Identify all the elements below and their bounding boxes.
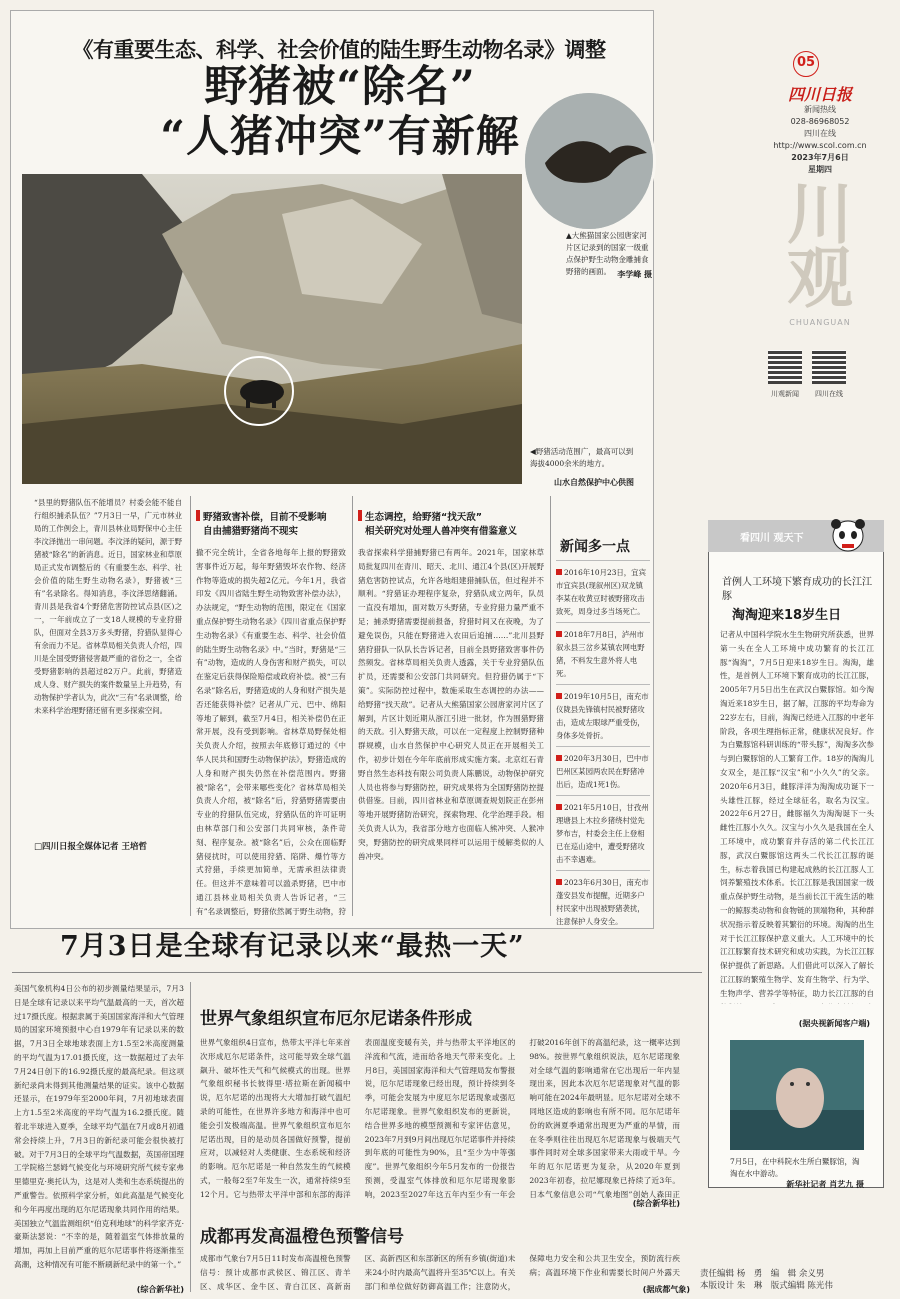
digest-item-text: 2018年7月8日，泸州市叙永县三岔乡某镇农网电野猪，不料发生意外将人电死。 — [556, 630, 645, 678]
heat-story-source: (综合新华社) — [136, 1285, 184, 1294]
eagle-credit: 李学峰 摄 — [617, 269, 652, 279]
section-title: 川观 — [787, 175, 853, 317]
digest-item — [556, 870, 650, 928]
masthead-info — [770, 104, 870, 176]
panda-icon — [826, 514, 870, 554]
heat-story-text: 美国气象机构4日公布的初步测量结果显示，7月3日是全球有记录以来平均气温最高的一天，首次超过17摄氏度。根据隶属于美国国家海洋和大气管理局的国家环境预报中心自1979年有记录以来的数据，7月3日全球地球表面上方1.5至2米高度测量的平均气温为17.01摄氏度，这一数据超过了去年7月24日创下的16.92摄氏度的最高纪录。但这项新纪录尚未得到其他测量结果的证实。该中心数据还显示，在1979年至2000年间，7月初地球表面上方1.5至2米高度的平均气温为16.2摄氏度。随着北半球进入夏季，全球平均气温在7月或8月初通常会持续上升，7月3日的新纪录可能会很快被打破。对于7月3日的全球平均气温数据，英国帝国理工学院格兰瑟姆气候变化与环境研究所气候专家弗里德里克·奥托认为，这是对人类和生态系统提出的严重警告。依照科学家分析，如此高温是气候变化和今年再度出现的厄尔尼诺现象共同作用的结果。美国独立气温监测组织“伯克利地球”的科学家齐克·豪斯法瑟说：“不幸的是，随着温室气体排放量的增加，再加上目前严重的厄尔尼诺事件将逐渐推至高潮，这种情况有可能不断刷新纪录中的第一个。” — [14, 984, 184, 1269]
hotline-number: 028-86968052 — [790, 117, 850, 126]
section-pinyin: CHUANGUAN — [789, 318, 851, 327]
digest-item-text: 2020年3月30日，巴中市巴州区某园两农民在野猪冲出后，造成1死1伤。 — [556, 754, 649, 789]
boar-photo — [22, 174, 522, 484]
sidebar-banner-text: 看四川 观天下 — [740, 533, 804, 544]
bullet-icon — [556, 755, 562, 761]
bullet-icon — [556, 569, 562, 575]
lead-intro: “县里的野猪队伍不能增员？村委会能不能自行组织捕杀队伍？”7月3日一早，广元市林业局的工作例会上，青川县林业局野保中心主任李汶泽抛出一串问题。李汶泽的疑问，源于野猪被“除名”的新消息。近日，国家林业和草原局正式发布调整后的《有重要生态、科学、社会价值的陆生野生动物名录》，野猪被“三有”名录除名。得知消息，李汶泽思绪翻涌。青川县是我省4个野猪危害防控试点县(区)之一，一年前成立了一支18人规模的专业狩猎队，但面对全县3万多头野猪，狩猎队显得心有余而力不足。省林草局相关负责人介绍，四川是全国受野猪侵害最严重的省份之一，全省受野猪影响的县超过82万户。此前，野猪造成人身、财产损失的案件数量呈上升趋势，有动物保护学者认为，此次“三有”名录调整，给未来科学治理野猪还留有更多探索空间。 — [34, 498, 182, 715]
digest-title: 新闻多一点 — [560, 539, 630, 555]
headline-line-2: “人猪冲突”有新解 — [160, 112, 520, 162]
sidebar-photo-credit: 新华社记者 肖艺九 摄 — [786, 1179, 864, 1189]
sidebar-kicker: 首例人工环境下繁育成功的长江江豚 — [722, 577, 872, 602]
credit-line-2: 本版设计 朱 琳 版式编辑 陈光伟 — [700, 1281, 833, 1291]
qr-label-1: 川观新闻 — [771, 390, 799, 398]
online-label: 四川在线 — [804, 129, 836, 138]
digest-item — [556, 622, 650, 680]
qr-label-2: 四川在线 — [815, 390, 843, 398]
chengdu-source: (据成都气象) — [642, 1285, 690, 1294]
paper-name: 四川日报 — [787, 85, 852, 104]
editor-credits — [700, 1268, 900, 1292]
chengdu-text: 成都市气象台7月5日11时发布高温橙色预警信号：预计成都市武侯区、锦江区、青羊区、成华区、金牛区、青白江区、高新南区、高新西区和东部新区的所有乡镇(街道)未来24小时内最高气温将升至35℃以上。有关部门和单位做好防御高温工作；注意防火，保障电力安全和公共卫生安全，预防流行疾病；高温环境下作业和需要长时间户外露天 — [200, 1254, 680, 1291]
col2-subhead-line2: 自由捕猎野猪尚不现实 — [203, 526, 299, 537]
digest-list — [556, 560, 650, 932]
col3-text: 我省探索科学猎捕野猪已有两年。2021年，国家林草局批复四川在青川、昭天、北川、通江4个县(区)开展野猪危害防控试点，允许各地组建猎捕队伍，但过程并不顺利。“狩猎证办理程序复杂，狩猎队成立两年，队员一直没有增加，面对数万头野猪，专业狩猎力量严重不足；捕杀野猪需要提前报备，狩猎时间又在夜晚，为了避免误伤，只能在野猪进入农田后追捕……”北川县野猪狩猎队一队队长告诉记者，目前全县野猪致害事件仍然频发。省林草局相关负责人透露，关于专业狩猎队伍扩员，还需要和公安部门共同研究。但狩猎仍属于“下策”。实际防控过程中，数施采取生态调控的办法——给野猪“找天敌”。记者从大熊猫国家公园唐家河片区了解到，片区计划近期从浙江引进一批豺，作为围猎野猪的天敌。引入野猪天敌，可以在一定程度上控制野猪种群规模，山水自然保护中心研究人员正在开展相关工作，初步计划在今年年底前形成实施方案。北京红石青野自然生态科技有限公司负责人陈鹏说，动物保护研究人员也将参与野猪防控，研究成果将为全国野猪防控提供借鉴。目前，四川省林业和草原调查规划院正在彭州等地开展野猪防治研究，探索物理、化学治理手段。相关负责人认为，我省部分地方也面临人熊冲突、人猴冲突，野猪防控的研究成果同样可以运用于缓解类似的人兽冲突。 — [358, 548, 544, 861]
boar-credit: 山水自然保护中心供图 — [554, 477, 634, 487]
col2-text: 撤不完全统计，全省各地每年上报的野猪致害事件近万起，每年野猪毁坏农作物、经济作物等造成的损失超2亿元。今年1月，我省印发《四川省陆生野生动物致害补偿办法》，办法规定，“野生动物的范围，限定在《国家重点保护野生动物名录》《四川省重点保护野生动物名录》《有重要生态、科学、社会价值的陆生野生动物名录》中。”当时，野猪是“三有”动物，造成的人身伤害和财产损失，可以在鉴定后获得保险赔偿或政府补偿。被“三有名录”除名后，野猪造成的人身和财产损失是否还能获得补偿？记者从广元、巴中、绵阳等地了解到，截至7月4日，相关补偿仍在正常开展，没有受到影响。省林草局野保处相关负责人介绍，按照去年底修订通过的《中华人民共和国野生动物保护法》，野猪造成的人身和财产损失仍然在补偿范围内。野猪被“除名”，会带来哪些变化？省林草局相关负责人介绍，被“除名”后，狩猎野猪需要由专业的狩猎队伍完成，狩猎队伍的许可证明由林草部门和公安部门共同审核，条件苛刻、程序复杂。被“除名”后，公众在面临野猪侵扰时，可以使用狩猎、陷阱、爆竹等方式狩猎，手续更加简单，无需承担法律责任。但这并不意味着可以滥杀野猪，巴中市通江县林业局相关负责人告诉记者，“三有”名录调整后，野猪依然属于野生动物，狩 — [196, 548, 346, 916]
wmo-source: (综合新华社) — [632, 1199, 680, 1208]
issue-date: 2023年7月6日 — [791, 153, 849, 162]
qr-code-icon — [768, 350, 802, 384]
digest-item — [556, 746, 650, 791]
sidebar-photo-caption: 7月5日，在中科院水生所白鱀豚馆，淘淘在水中游动。 — [730, 1157, 860, 1178]
digest-item-text: 2016年10月23日，宜宾市宜宾县(现叙州区)双龙镇李某在收黄豆时被野猪攻击致死，周身过多当场死亡。 — [556, 568, 646, 616]
bullet-icon — [556, 631, 562, 637]
bullet-icon — [556, 804, 562, 810]
section-divider — [12, 972, 702, 973]
bullet-icon — [556, 693, 562, 699]
col3-subhead-line2: 相关研究对处理人兽冲突有借鉴意义 — [365, 526, 518, 537]
wmo-text-columns — [200, 1036, 680, 1210]
hotline-label: 新闻热线 — [804, 105, 836, 114]
digest-item-text: 2023年6月30日，南充市蓬安县发布提醒，近期多户村民家中出现被野猪袭扰，注意保护人身安全。 — [556, 878, 649, 926]
eagle-caption: ▲大熊猫国家公园唐家河片区记录到的国家一级重点保护野生动物金雕捕食野猪的画面。 — [566, 231, 649, 276]
column-rule — [190, 982, 191, 1292]
issue-weekday: 星期四 — [808, 165, 832, 174]
lead-byline: □四川日报全媒体记者 王培哲 — [34, 842, 147, 852]
lead-kicker: 《有重要生态、科学、社会价值的陆生野生动物名录》调整 — [72, 37, 606, 62]
col2-subhead — [196, 510, 346, 539]
digest-item-text: 2019年10月5日，南充市仪陇县先锋镇村民被野猪攻击，造成左眼球严重受伤，身体多处骨折。 — [556, 692, 649, 740]
wmo-text: 世界气象组织4日宣布，热带太平洋七年来首次形成厄尔尼诺条件，这可能导致全球气温飙升、破坏性天气和气候模式的出现。世界气象组织秘书长彼得里·塔拉斯在新闻稿中说，厄尔尼诺的出现将大大增加打破气温纪录的可能性，在世界许多地方和海洋中也可能会引发极端高温。世界气象组织宣布厄尔尼诺出现，目的是动员各国做好预警，提前应对，以减轻对人类健康、生态系统和经济的影响。厄尔尼诺是一种自然发生的气候模式，一般每2至7年发生一次，通常持续9至12个月。它与热带太平洋中部和东部的海洋表面温度变暖有关，并与热带太平洋地区的洋流和气流，进而给各地天气带来变化。上月8日，美国国家海洋和大气管理局发布警报说，厄尔尼诺现象已经出现，预计持续到冬季，可能会发展为中度厄尔尼诺现象或强厄尔尼诺现象。世界气象组织发布的更新说，结合世界多地的模型预测和专家评估意见，2023年7月到9月间出现厄尔尼诺事件并持续到年底的可能性为90%，且“至少为中等强度”。世界气象组织今年5月发布的一份报告预测，受温室气体排放和厄尔尼诺现象影响，2023至2027年这五年内至少有一年会打破2016年创下的高温纪录，这一概率达到98%。按世界气象组织说法，厄尔尼诺现象对全球气温的影响通常在它出现后一年内显现出来，因此本次厄尔尼诺现象对气温的影响可能在2024年最明显。厄尔尼诺对全球不同地区造成的影响也有所不同。厄尔尼诺年份的欧洲夏季通常出现更为严重的旱情，而在冬季则往往出现厄尔尼诺现象与极端天气事件同时对全球多国家带来大雨或干旱。今年的厄尔尼诺更为复杂，从2020年夏到2023年初春，拉尼娜现象已持续了近3年。日本气象信息公司“气象地图”创始人森田正 — [200, 1038, 680, 1199]
chengdu-subhead: 成都再发高温橙色预警信号 — [200, 1227, 404, 1247]
col3-subhead — [358, 510, 543, 539]
qr-code-icon — [812, 350, 846, 384]
porpoise-image — [730, 1040, 864, 1150]
headline-line-1: 野猪被“除名” — [204, 62, 476, 112]
digest-item — [556, 684, 650, 742]
page-number: 05 — [793, 51, 819, 77]
eagle-photo — [522, 90, 656, 232]
boar-caption: ◀野猪活动范围广，最高可以到海拔4000余米的地方。 — [530, 447, 634, 468]
column-rule — [550, 496, 551, 916]
sidebar-title: 淘淘迎来18岁生日 — [732, 608, 842, 623]
credit-line-1: 责任编辑 杨 勇 编 辑 余义男 — [700, 1269, 825, 1279]
website: http://www.scol.com.cn — [773, 141, 867, 150]
mountain-scene-image — [22, 174, 522, 484]
digest-item-text: 2021年5月10日，甘孜州理塘县上木拉乡猪绕村觉先梦布吉，村委会主任上登相已在巡山途中，遭受野猪攻击不幸遇难。 — [556, 803, 649, 864]
col3-subhead-line1: 生态调控，给野猪“找天敌” — [365, 512, 482, 523]
finless-porpoise-photo — [730, 1040, 864, 1150]
col2-subhead-line1: 野猪致害补偿，目前不受影响 — [203, 512, 327, 523]
bullet-icon — [556, 879, 562, 885]
sidebar-body: 记者从中国科学院水生生物研究所获悉，世界第一头在全人工环境中成功繁育的长江江豚“淘淘”，7月5日迎来18岁生日。淘淘，雄性，是首例人工环境下繁育成功的长江江豚，2005年7月5日出生在武汉白鱀豚馆。如今淘淘近来18岁生日，据了解，江豚的平均寿命为22岁左右，目前，淘淘已经进入江豚的中老年阶段，各项生理指标正常，健康状况良好。作为白鱀豚馆科研训练的“带头豚”，淘淘多次参与到白鱀豚馆的人工繁育工作。18岁的淘淘儿女双全，是江豚“汉宝”和“小久久”的父亲。2020年6月3日，雌豚洋洋为淘淘成功诞下一头雄性江豚，经过全球征名，取名为汉宝。2022年6月27日，雌豚福久为淘淘诞下一头雌性江豚小久久。汉宝与小久久是我国在全人工环境中，成功繁育并存活的第二代长江江豚，武汉白鱀豚馆这两头二代长江江豚的诞生，标志着我国已构建起成熟的长江江豚人工饲养繁殖技术体系。长江江豚是我国国家一级重点保护野生动物，是当前长江干流生活的唯一的鲸豚类动物和食物链的顶端物种，其种群状况指示着反映着其繁衍的环境。淘淘的出生对于长江江豚保护意义重大。人工环境中的长江江豚繁育技术研究和成功实践，为长江江豚保护提供了新思路。人们借此可以深入了解长江江豚的繁殖生物学、发育生物学、行为学、生物声学、营养学等特征，助力长江江豚的自 — [720, 630, 874, 998]
sidebar-source: (据央视新闻客户端) — [798, 1019, 870, 1028]
wmo-subhead: 世界气象组织宣布厄尔尼诺条件形成 — [200, 1009, 472, 1029]
eagle-image — [525, 93, 656, 232]
digest-item — [556, 560, 650, 618]
column-rule — [352, 496, 353, 916]
second-headline: 7月3日是全球有记录以来“最热一天” — [60, 931, 525, 962]
digest-item — [556, 795, 650, 866]
column-rule — [190, 496, 191, 916]
